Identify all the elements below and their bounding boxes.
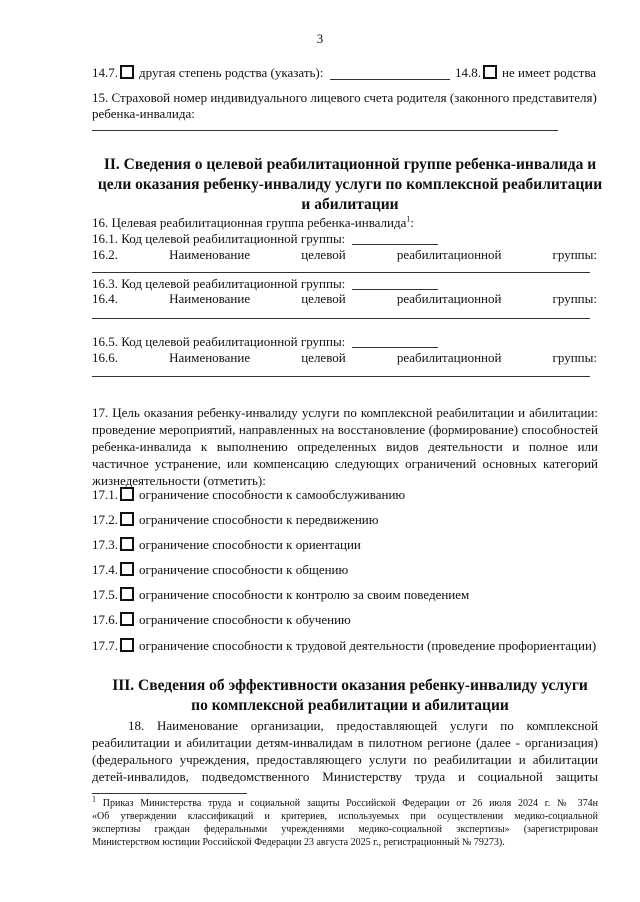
- group-name-row-2: [92, 290, 597, 307]
- group-name-word: целевой: [301, 291, 346, 306]
- section-3-title: [90, 676, 610, 716]
- item-14-7-num: 14.7.: [92, 65, 118, 80]
- footnote-line1: [92, 794, 598, 810]
- group-name-word: Наименование: [169, 291, 251, 306]
- limitation-label: ограничение способности к обучению: [139, 612, 351, 627]
- limitation-num: 17.2.: [92, 512, 118, 527]
- limitation-item: [92, 637, 596, 654]
- item-17-line1: 17. Цель оказания ребенку-инвалиду услуги по комплексной реабилитации и абилитации:: [92, 405, 598, 420]
- limitation-checkbox[interactable]: [120, 587, 134, 601]
- limitation-item: [92, 611, 351, 628]
- group-name-word: реабилитационной: [396, 247, 502, 262]
- group-name-num: 16.4.: [92, 291, 118, 306]
- limitation-num: 17.4.: [92, 562, 118, 577]
- item-17: [92, 404, 598, 489]
- item-14-8: [455, 64, 596, 81]
- group-name-word: группы:: [552, 350, 597, 365]
- limitation-checkbox[interactable]: [120, 512, 134, 526]
- group-code-3: 16.5. Код целевой реабилитационной группы:: [92, 334, 346, 349]
- limitation-label: ограничение способности к передвижению: [139, 512, 379, 527]
- checkbox-14-8[interactable]: [483, 65, 497, 79]
- footnote-separator: [92, 793, 247, 794]
- limitation-num: 17.3.: [92, 537, 118, 552]
- limitation-item: [92, 536, 361, 553]
- section-3-line1: III. Сведения об эффективности оказания ребенку-инвалиду услуги: [112, 677, 588, 694]
- footnote-line2: «Об утверждении классификаций и критериев, используемых при осуществлении медико-социальной: [92, 811, 598, 822]
- group-name-word: реабилитационной: [396, 291, 502, 306]
- group-name-word: целевой: [301, 247, 346, 262]
- limitation-item: [92, 511, 378, 528]
- limitation-checkbox[interactable]: [120, 638, 134, 652]
- group-name-2-line[interactable]: [92, 318, 590, 319]
- item-16: [92, 214, 414, 231]
- section-2-line2: цели оказания ребенку-инвалиду услуги по комплексной реабилитации: [97, 176, 603, 193]
- limitation-item: [92, 561, 348, 578]
- group-name-row-3: [92, 349, 597, 366]
- group-code-2: 16.3. Код целевой реабилитационной группы:: [92, 276, 346, 291]
- limitation-label: ограничение способности к трудовой деятельности (проведение профориентации): [139, 638, 597, 653]
- snils-line[interactable]: [92, 130, 558, 131]
- item-18-line1: 18. Наименование организации, предоставляющей услуги по комплексной: [128, 718, 598, 733]
- group-name-word: группы:: [552, 247, 597, 262]
- group-name-row-1: [92, 246, 597, 263]
- item-17-line3: ребенка-инвалида к выполнению определенных видов деятельности и полное или: [92, 439, 598, 454]
- section-2-line3: и абилитации: [301, 196, 399, 213]
- footnote-mark: 1: [92, 794, 96, 804]
- limitation-num: 17.6.: [92, 612, 118, 627]
- section-2-title: [90, 155, 610, 215]
- footnote-line4: Министерством юстиции Российской Федерации 23 августа 2025 г., регистрационный № 79273).: [92, 837, 505, 848]
- group-name-3-line[interactable]: [92, 376, 590, 377]
- checkbox-14-7[interactable]: [120, 65, 134, 79]
- group-name-num: 16.6.: [92, 350, 118, 365]
- item-18-line3: (федерального учреждения, предоставляющего услуги по реабилитации и абилитации: [92, 752, 598, 767]
- group-name-word: Наименование: [169, 247, 251, 262]
- footnote-ref: 1: [406, 214, 411, 224]
- limitation-num: 17.7.: [92, 638, 118, 653]
- group-code-3-line[interactable]: [352, 347, 438, 348]
- limitation-checkbox[interactable]: [120, 612, 134, 626]
- item-18-line4: детей-инвалидов, подведомственного Министерству труда и социальной защиты: [92, 769, 598, 784]
- limitation-item: [92, 486, 405, 503]
- item-14-8-label: не имеет родства: [502, 65, 597, 80]
- limitation-label: ограничение способности к самообслуживанию: [139, 487, 406, 502]
- group-name-word: Наименование: [169, 350, 251, 365]
- item-17-line4: частичное устранение, или компенсацию следующих ограничений основных категорий: [92, 456, 598, 471]
- limitation-item: [92, 586, 469, 603]
- item-17-line2: проведение мероприятий, направленных на восстановление (формирование) способностей: [92, 422, 598, 437]
- section-2-line1: II. Сведения о целевой реабилитационной группе ребенка-инвалида и: [103, 156, 597, 173]
- group-name-word: целевой: [301, 350, 346, 365]
- item-14-7: [92, 64, 323, 81]
- limitation-label: ограничение способности к контролю за своим поведением: [139, 587, 470, 602]
- item-16-text: 16. Целевая реабилитационная группа ребенка-инвалида: [92, 215, 407, 230]
- item-15-line1: 15. Страховой номер индивидуального лицевого счета родителя (законного представителя): [92, 90, 597, 105]
- limitation-num: 17.5.: [92, 587, 118, 602]
- item-16-colon: :: [410, 215, 415, 230]
- limitation-num: 17.1.: [92, 487, 118, 502]
- group-name-num: 16.2.: [92, 247, 118, 262]
- limitation-checkbox[interactable]: [120, 537, 134, 551]
- other-relation-line[interactable]: [330, 79, 450, 80]
- section-3-line2: по комплексной реабилитации и абилитации: [191, 697, 509, 714]
- limitation-checkbox[interactable]: [120, 562, 134, 576]
- footnote-line3: экспертизы граждан федеральными учреждениями медико-социальной экспертизы» (зарегистрирован: [92, 824, 598, 835]
- group-name-word: реабилитационной: [396, 350, 502, 365]
- item-14-7-label: другая степень родства (указать):: [139, 65, 324, 80]
- limitation-checkbox[interactable]: [120, 487, 134, 501]
- item-18: [92, 717, 598, 785]
- group-name-1-line[interactable]: [92, 272, 590, 273]
- group-code-1: 16.1. Код целевой реабилитационной группы:: [92, 231, 346, 246]
- limitation-label: ограничение способности к ориентации: [139, 537, 361, 552]
- footnote-text: Приказ Министерства труда и социальной защиты Российской Федерации от 26 июля 2024 г. № 374н: [96, 798, 598, 809]
- group-name-word: группы:: [552, 291, 597, 306]
- item-14-8-num: 14.8.: [455, 65, 481, 80]
- item-17-line5: жизнедеятельности (отметить):: [92, 473, 266, 488]
- limitation-label: ограничение способности к общению: [139, 562, 349, 577]
- item-15-line2: ребенка-инвалида:: [92, 106, 195, 121]
- group-code-1-line[interactable]: [352, 244, 438, 245]
- footnote: [92, 794, 598, 849]
- page-number: 3: [316, 31, 324, 46]
- item-18-line2: реабилитации и абилитации детям-инвалидам в пилотном регионе (далее - организация): [92, 735, 598, 750]
